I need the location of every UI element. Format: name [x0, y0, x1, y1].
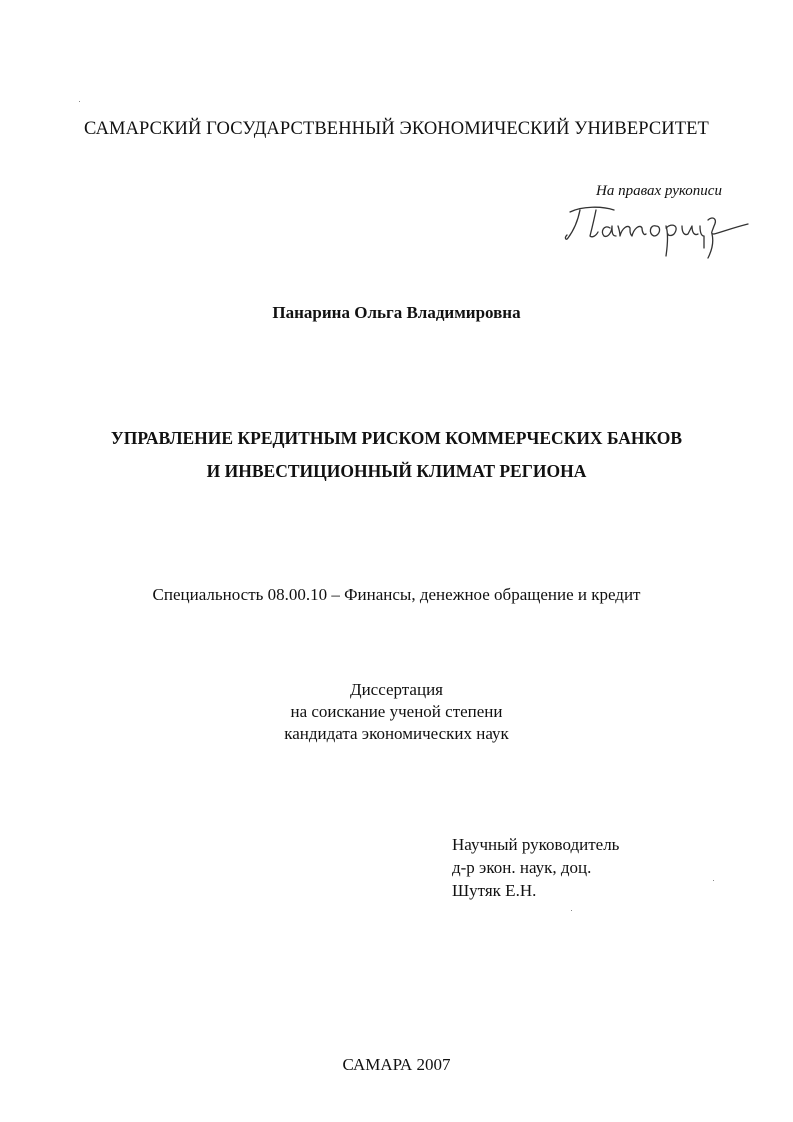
supervisor-label: Научный руководитель	[452, 835, 620, 854]
supervisor-name: Шутяк Е.Н.	[452, 881, 537, 900]
scan-speck	[79, 101, 80, 102]
thesis-title-line-2: И ИНВЕСТИЦИОННЫЙ КЛИМАТ РЕГИОНА	[206, 461, 587, 481]
dissertation-line-1: Диссертация	[349, 680, 443, 699]
thesis-title-line-1: УПРАВЛЕНИЕ КРЕДИТНЫМ РИСКОМ КОММЕРЧЕСКИХ БАНКОВ	[110, 428, 683, 448]
scan-speck	[713, 880, 714, 881]
specialty-line: Специальность 08.00.10 – Финансы, денежное обращение и кредит	[152, 585, 641, 604]
supervisor-degree: д-р экон. наук, доц.	[452, 858, 592, 877]
author-name: Панарина Ольга Владимировна	[272, 303, 521, 322]
university-name: САМАРСКИЙ ГОСУДАРСТВЕННЫЙ ЭКОНОМИЧЕСКИЙ УНИВЕРСИТЕТ	[84, 119, 709, 139]
dissertation-line-3: кандидата экономических наук	[284, 724, 509, 743]
scan-speck	[571, 910, 572, 911]
handwritten-signature-icon	[562, 198, 752, 268]
city-year: САМАРА 2007	[342, 1055, 451, 1074]
dissertation-line-2: на соискание ученой степени	[290, 702, 503, 721]
manuscript-rights-note: На правах рукописи	[596, 183, 722, 199]
